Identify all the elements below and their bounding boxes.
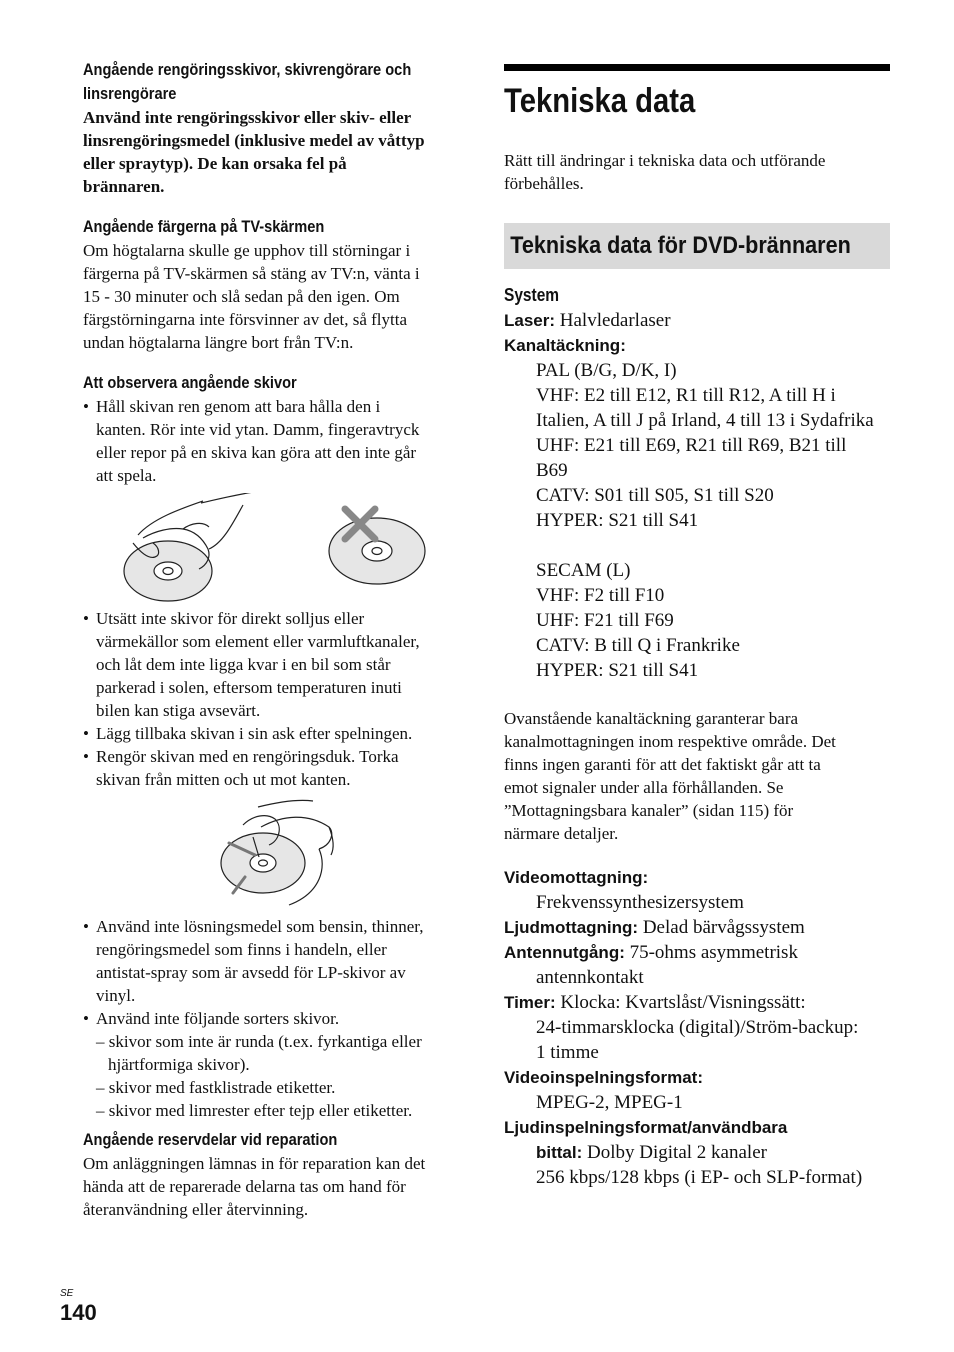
list-item: • Rengör skivan med en rengöringsduk. Torka skivan från mitten och ut mot kanten. xyxy=(83,745,468,791)
cleaning-discs-section xyxy=(83,58,468,198)
list-item: • Använd inte följande sorters skivor. xyxy=(83,1007,468,1030)
intro-line1: Rätt till ändringar i tekniska data och utförande xyxy=(504,151,826,170)
spec-audio-format-line2: bittal: Dolby Digital 2 kanaler xyxy=(536,1142,767,1163)
spec-kanal: Kanaltäckning: xyxy=(504,336,626,355)
disc-handling-illustration xyxy=(83,493,468,603)
spec-video-format: Videoinspelningsformat: xyxy=(504,1068,703,1087)
spec-timer-value3: 1 timme xyxy=(536,1042,599,1063)
disc-notes-heading: Att observera angående skivor xyxy=(83,373,297,392)
list-item: – skivor med limrester efter tejp eller etiketter. xyxy=(83,1099,468,1122)
repair-parts-body-line1: Om anläggningen lämnas in för reparation kan det xyxy=(83,1154,426,1173)
disc-notes-list-a xyxy=(83,395,468,487)
list-item: • Håll skivan ren genom att bara hålla den i kanten. Rör inte vid ytan. Damm, fingeravtryck eller repor på en skiva kan göra att den inte går att spela. xyxy=(83,395,468,487)
repair-parts-body-line3: återanvändning eller återvinning. xyxy=(83,1200,309,1219)
intro-text xyxy=(504,149,890,195)
coverage-note xyxy=(504,707,890,845)
list-item: – skivor som inte är runda (t.ex. fyrkantiga eller hjärtformiga skivor). xyxy=(83,1030,468,1076)
secam-line: VHF: F2 till F10 xyxy=(536,585,665,606)
tv-colors-body-line1: Om högtalarna skulle ge upphov till störningar i xyxy=(83,241,411,260)
cleaning-discs-heading-line1: Angående rengöringsskivor, skivrengörare och xyxy=(83,60,412,79)
list-item: • Utsätt inte skivor för direkt solljus eller värmekällor som element eller varmluftkanaler, och låt dem inte ligga kvar i en bil som står parkerad i solen, eftersom temperaturen inuti bilen kan stiga avsevärt. xyxy=(83,607,468,722)
cleaning-discs-body-line3: eller spraytyp). De kan orsaka fel på xyxy=(83,154,347,173)
section-heading-box xyxy=(504,223,890,269)
title-rule xyxy=(504,64,890,71)
spec-audio-format: Ljudinspelningsformat/användbara xyxy=(504,1118,788,1137)
spec-kanal-values xyxy=(504,358,890,683)
note-line: finns ingen garanti för att det faktiskt går att ta xyxy=(504,755,821,774)
secam-line: CATV: B till Q i Frankrike xyxy=(536,635,740,656)
note-line: kanalmottagningen inom respektive område. Det xyxy=(504,732,836,751)
left-column xyxy=(83,58,468,1221)
repair-parts-heading: Angående reservdelar vid reparation xyxy=(83,1130,338,1149)
page-number: 140 xyxy=(60,1300,97,1325)
system-heading: System xyxy=(504,285,560,305)
repair-parts-section xyxy=(83,1128,468,1221)
list-item: • Lägg tillbaka skivan i sin ask efter spelningen. xyxy=(83,722,468,745)
disc-notes-list-b xyxy=(83,607,468,791)
note-line: Ovanstående kanaltäckning garanterar bara xyxy=(504,709,799,728)
spec-antenn: Antennutgång: 75-ohms asymmetrisk xyxy=(504,942,798,963)
section-heading: Tekniska data för DVD-brännaren xyxy=(510,232,851,259)
kanal-line: Italien, A till J på Irland, 4 till 13 i Sydafrika xyxy=(536,410,874,431)
intro-line2: förbehålles. xyxy=(504,174,584,193)
spec-video-format-value: MPEG-2, MPEG-1 xyxy=(536,1092,683,1113)
spec-list xyxy=(504,283,890,683)
page-title: Tekniska data xyxy=(504,82,696,120)
note-line: ”Mottagningsbara kanaler” (sidan 115) för xyxy=(504,801,794,820)
page-language-tag: SE xyxy=(60,1288,74,1299)
spec-video-value: Frekvenssynthesizersystem xyxy=(536,892,744,913)
cleaning-discs-body-line4: brännaren. xyxy=(83,177,165,196)
disc-notes-section xyxy=(83,371,468,1122)
kanal-line: UHF: E21 till E69, R21 till R69, B21 till xyxy=(536,435,847,456)
right-column xyxy=(504,64,890,1190)
spec-audio-format-line3: 256 kbps/128 kbps (i EP- och SLP-format) xyxy=(536,1167,863,1188)
cleaning-discs-heading-line2: linsrengörare xyxy=(83,84,177,103)
cleaning-discs-body-line1: Använd inte rengöringsskivor eller skiv- eller xyxy=(83,108,412,127)
secam-line: HYPER: S21 till S41 xyxy=(536,660,699,681)
tv-colors-heading: Angående färgerna på TV-skärmen xyxy=(83,217,325,236)
spec-antenn-value2: antennkontakt xyxy=(536,967,644,988)
tv-colors-body-line5: undan högtalarna längre bort från TV:n. xyxy=(83,333,354,352)
disc-notes-list-c xyxy=(83,915,468,1030)
cleaning-discs-body-line2: linsrengöringsmedel (inklusive medel av våttyp xyxy=(83,131,425,150)
kanal-line: B69 xyxy=(536,460,568,481)
tv-colors-section xyxy=(83,215,468,354)
disc-cleaning-illustration xyxy=(83,797,468,911)
list-item: • Använd inte lösningsmedel som bensin, thinner, rengöringsmedel som finns i handeln, eller antistat-spray som är avsedd för LP-skivor av vinyl. xyxy=(83,915,468,1007)
spec-timer: Timer: Klocka: Kvartslåst/Visningssätt: xyxy=(504,992,806,1013)
repair-parts-body-line2: hända att de reparerade delarna tas om hand för xyxy=(83,1177,406,1196)
spec-timer-value2: 24-timmarsklocka (digital)/Ström-backup: xyxy=(536,1017,859,1038)
note-line: emot signaler under alla förhållanden. Se xyxy=(504,778,784,797)
spec-laser: Laser: Halvledarlaser xyxy=(504,310,671,331)
kanal-line: PAL (B/G, D/K, I) xyxy=(536,360,677,381)
secam-line: UHF: F21 till F69 xyxy=(536,610,674,631)
spec-list-2 xyxy=(504,865,890,1190)
note-line: närmare detaljer. xyxy=(504,824,619,843)
disc-types-list xyxy=(83,1030,468,1122)
kanal-line: CATV: S01 till S05, S1 till S20 xyxy=(536,485,774,506)
kanal-line: HYPER: S21 till S41 xyxy=(536,510,699,531)
spec-ljud: Ljudmottagning: Delad bärvågssystem xyxy=(504,917,805,938)
secam-line: SECAM (L) xyxy=(536,560,631,581)
spec-video: Videomottagning: xyxy=(504,868,649,887)
list-item: – skivor med fastklistrade etiketter. xyxy=(83,1076,468,1099)
tv-colors-body-line2: färgerna på TV-skärmen så stäng av TV:n, vänta i xyxy=(83,264,420,283)
tv-colors-body-line3: 15 - 30 minuter och slå sedan på den igen. Om xyxy=(83,287,400,306)
tv-colors-body-line4: färgstörningarna inte försvinner av det, så flytta xyxy=(83,310,407,329)
kanal-line: VHF: E2 till E12, R1 till R12, A till H i xyxy=(536,385,836,406)
